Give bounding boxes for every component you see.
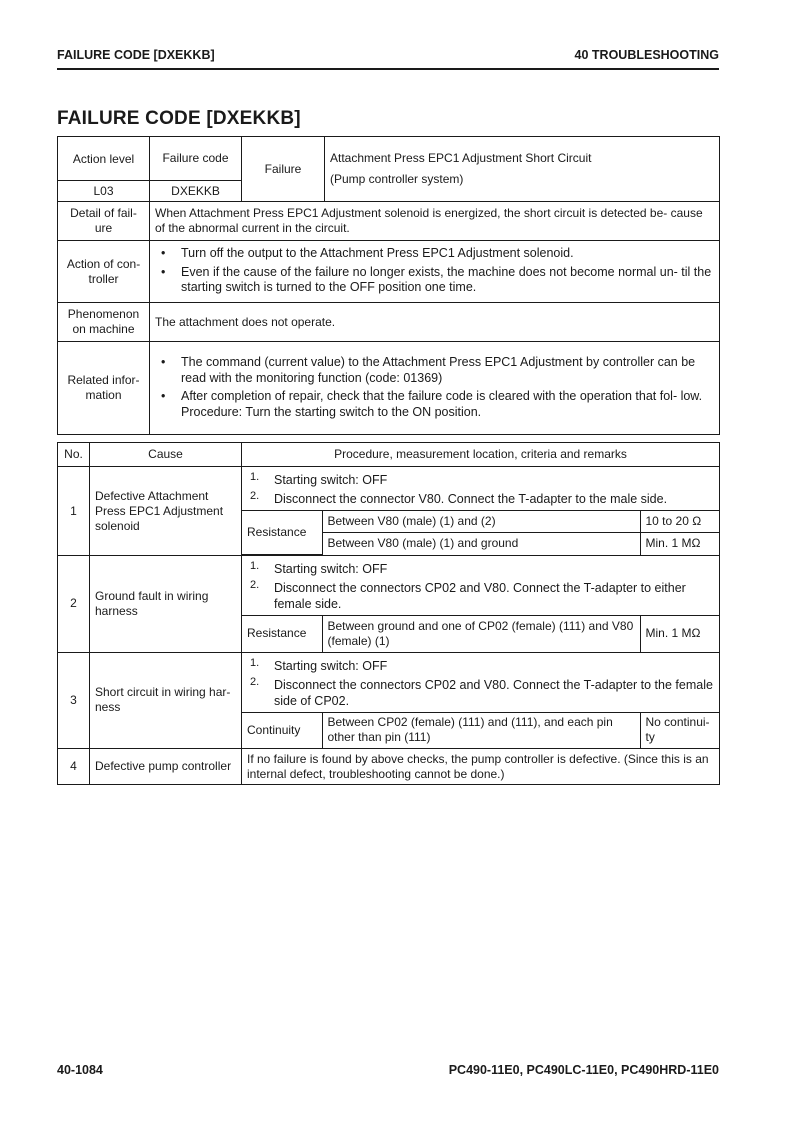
col-header-procedure: Procedure, measurement location, criteria and remarks	[242, 443, 720, 467]
related-procedure: Procedure: Turn the starting switch to the ON position.	[181, 404, 482, 419]
procedure-step: 1. Starting switch: OFF	[250, 656, 388, 673]
procedure-cell	[242, 467, 720, 556]
check-type: Continuity	[242, 712, 322, 748]
col-header-no: No.	[58, 443, 90, 467]
cause-text: Defective Attachment Press EPC1 Adjustment solenoid	[90, 467, 242, 556]
cause-text: Defective pump controller	[90, 749, 242, 785]
procedure-step: 1. Starting switch: OFF	[250, 560, 388, 576]
list-item: • Even if the cause of the failure no longer exists, the machine does not become normal un- til the starting switch is turned to the OFF position one time.	[161, 264, 712, 295]
procedure-step: 2. Disconnect the connectors CP02 and V80. Connect the T-adapter to the female side of CP02.	[250, 675, 713, 708]
cause-text: Ground fault in wiring harness	[90, 556, 242, 653]
check-location: Between V80 (male) (1) and (2)	[322, 511, 640, 533]
action-level-label: Action level	[58, 137, 150, 181]
list-item: • Turn off the output to the Attachment Press EPC1 Adjustment solenoid.	[161, 246, 574, 261]
related-info-cell	[150, 342, 720, 435]
table-row	[58, 467, 720, 556]
model-list: PC490-11E0, PC490LC-11E0, PC490HRD-11E0	[448, 1063, 719, 1077]
failure-title: Attachment Press EPC1 Adjustment Short Circuit	[330, 151, 592, 165]
cause-no: 4	[58, 749, 90, 785]
action-level-value: L03	[58, 181, 150, 202]
list-item: • The command (current value) to the Attachment Press EPC1 Adjustment by controller can be read with the monitoring function (code: 01369)	[161, 355, 696, 385]
table-row	[58, 652, 720, 749]
table-row	[58, 749, 720, 785]
procedure-step: 1. Starting switch: OFF	[250, 471, 388, 487]
check-type: Resistance	[242, 511, 322, 555]
measurement-table	[242, 510, 720, 555]
cause-text: Short circuit in wiring har- ness	[90, 652, 242, 749]
failure-info-table	[57, 136, 720, 435]
procedure-step: 2. Disconnect the connector V80. Connect the T-adapter to the male side.	[250, 490, 668, 506]
check-type: Resistance	[242, 616, 322, 652]
phenomenon-label: Phenomenon on machine	[58, 303, 150, 342]
procedure-cell	[242, 556, 720, 653]
cause-table	[57, 442, 720, 785]
page-header	[57, 48, 719, 70]
detail-text: When Attachment Press EPC1 Adjustment solenoid is energized, the short circuit is detected be- cause of the abnormal current in the circuit.	[150, 202, 720, 241]
cause-no: 3	[58, 652, 90, 749]
header-chapter-title: 40 TROUBLESHOOTING	[574, 48, 719, 62]
procedure-remark: If no failure is found by above checks, the pump controller is defective. (Since this is an internal defect, troubleshooting cannot be done.)	[242, 749, 720, 785]
failure-label: Failure	[242, 137, 325, 202]
measurement-table	[242, 615, 720, 652]
measurement-table	[242, 712, 720, 749]
cause-no: 1	[58, 467, 90, 556]
failure-system: (Pump controller system)	[330, 172, 464, 186]
page-title: FAILURE CODE [DXEKKB]	[57, 108, 301, 129]
check-location: Between CP02 (female) (111) and (111), and each pin other than pin (111)	[322, 712, 640, 748]
check-value: No continui- ty	[640, 712, 720, 748]
page-number: 40-1084	[57, 1063, 103, 1077]
check-value: 10 to 20 Ω	[640, 511, 720, 533]
check-value: Min. 1 MΩ	[640, 616, 720, 652]
list-item: • After completion of repair, check that the failure code is cleared with the operation that fol- low. Procedure: Turn the starting switch to the ON position.	[161, 389, 703, 419]
action-controller-label: Action of con- troller	[58, 241, 150, 303]
check-value: Min. 1 MΩ	[640, 533, 720, 555]
procedure-step: 2. Disconnect the connectors CP02 and V80. Connect the T-adapter to either female side.	[250, 579, 686, 611]
procedure-cell	[242, 652, 720, 749]
check-location: Between ground and one of CP02 (female) (111) and V80 (female) (1)	[322, 616, 640, 652]
action-controller-cell	[150, 241, 720, 303]
phenomenon-text: The attachment does not operate.	[150, 303, 720, 342]
failure-description	[325, 137, 720, 202]
header-section-title: FAILURE CODE [DXEKKB]	[57, 48, 215, 62]
related-info-label: Related infor- mation	[58, 342, 150, 435]
col-header-cause: Cause	[90, 443, 242, 467]
detail-label: Detail of fail- ure	[58, 202, 150, 241]
failure-code-label: Failure code	[150, 137, 242, 181]
check-location: Between V80 (male) (1) and ground	[322, 533, 640, 555]
cause-no: 2	[58, 556, 90, 653]
table-row	[58, 556, 720, 653]
failure-code-value: DXEKKB	[150, 181, 242, 202]
